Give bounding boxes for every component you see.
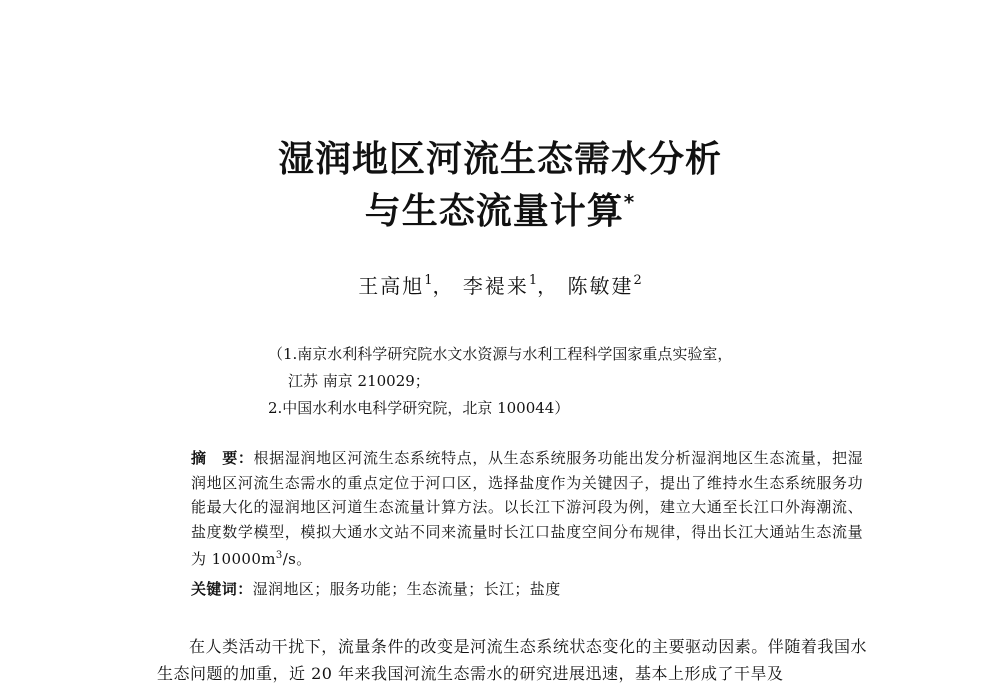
abstract-unit-superscript: 3 (275, 550, 283, 562)
body-paragraph: 在人类活动干扰下，流量条件的改变是河流生态系统状态变化的主要驱动因素。伴随着我国水生态问题的加重，近 20 年来我国河流生态需水的研究进展迅速，基本上形成了干旱及 (157, 637, 867, 683)
author-affiliation-mark: 1 (528, 273, 538, 288)
author-separator: ， (432, 274, 455, 298)
keywords-block (191, 578, 863, 600)
author-affiliation-mark: 1 (424, 273, 433, 288)
abstract-text: 根据湿润地区河流生态系统特点，从生态系统服务功能出发分析湿润地区生态流量，把湿润地区河流生态需水的重点定位于河口区，选择盐度作为关键因子，提出了维持水生态系统服务功能最大化的湿润地区河道生态流量计算方法。以长江下游河段为例，建立大通至长江口外海潮流、盐度数学模型，模拟大通水文站不同来流量时长江口盐度空间分布规律，得出长江大通站生态流量为 10000m (191, 449, 864, 569)
paper-title-line2 (0, 192, 1000, 230)
title-footnote-mark: * (623, 190, 636, 214)
paper-title-line1: 湿润地区河流生态需水分析 (277, 139, 722, 180)
affiliation-line-2: 江苏 南京 210029； (288, 372, 430, 390)
author-list (0, 270, 1000, 299)
author-name: 陈敏建 (567, 274, 634, 298)
abstract-text-end: /s。 (282, 550, 312, 569)
abstract-block (191, 446, 863, 572)
author-separator: ， (537, 274, 560, 298)
affiliation-line-3: 2.中国水利水电科学研究院，北京 100044） (268, 399, 570, 417)
author-affiliation-mark: 2 (633, 273, 642, 288)
author-name: 王高旭 (358, 274, 425, 298)
abstract-label: 摘 要： (191, 449, 254, 467)
keywords-text: 湿润地区；服务功能；生态流量；长江；盐度 (252, 580, 561, 598)
author-name: 李褆来 (462, 274, 529, 298)
affiliation-line-1: （1.南京水利科学研究院水文水资源与水利工程科学国家重点实验室， (268, 345, 733, 363)
title-line2-text: 与生态流量计算 (364, 191, 624, 232)
keywords-label: 关键词： (191, 580, 253, 598)
